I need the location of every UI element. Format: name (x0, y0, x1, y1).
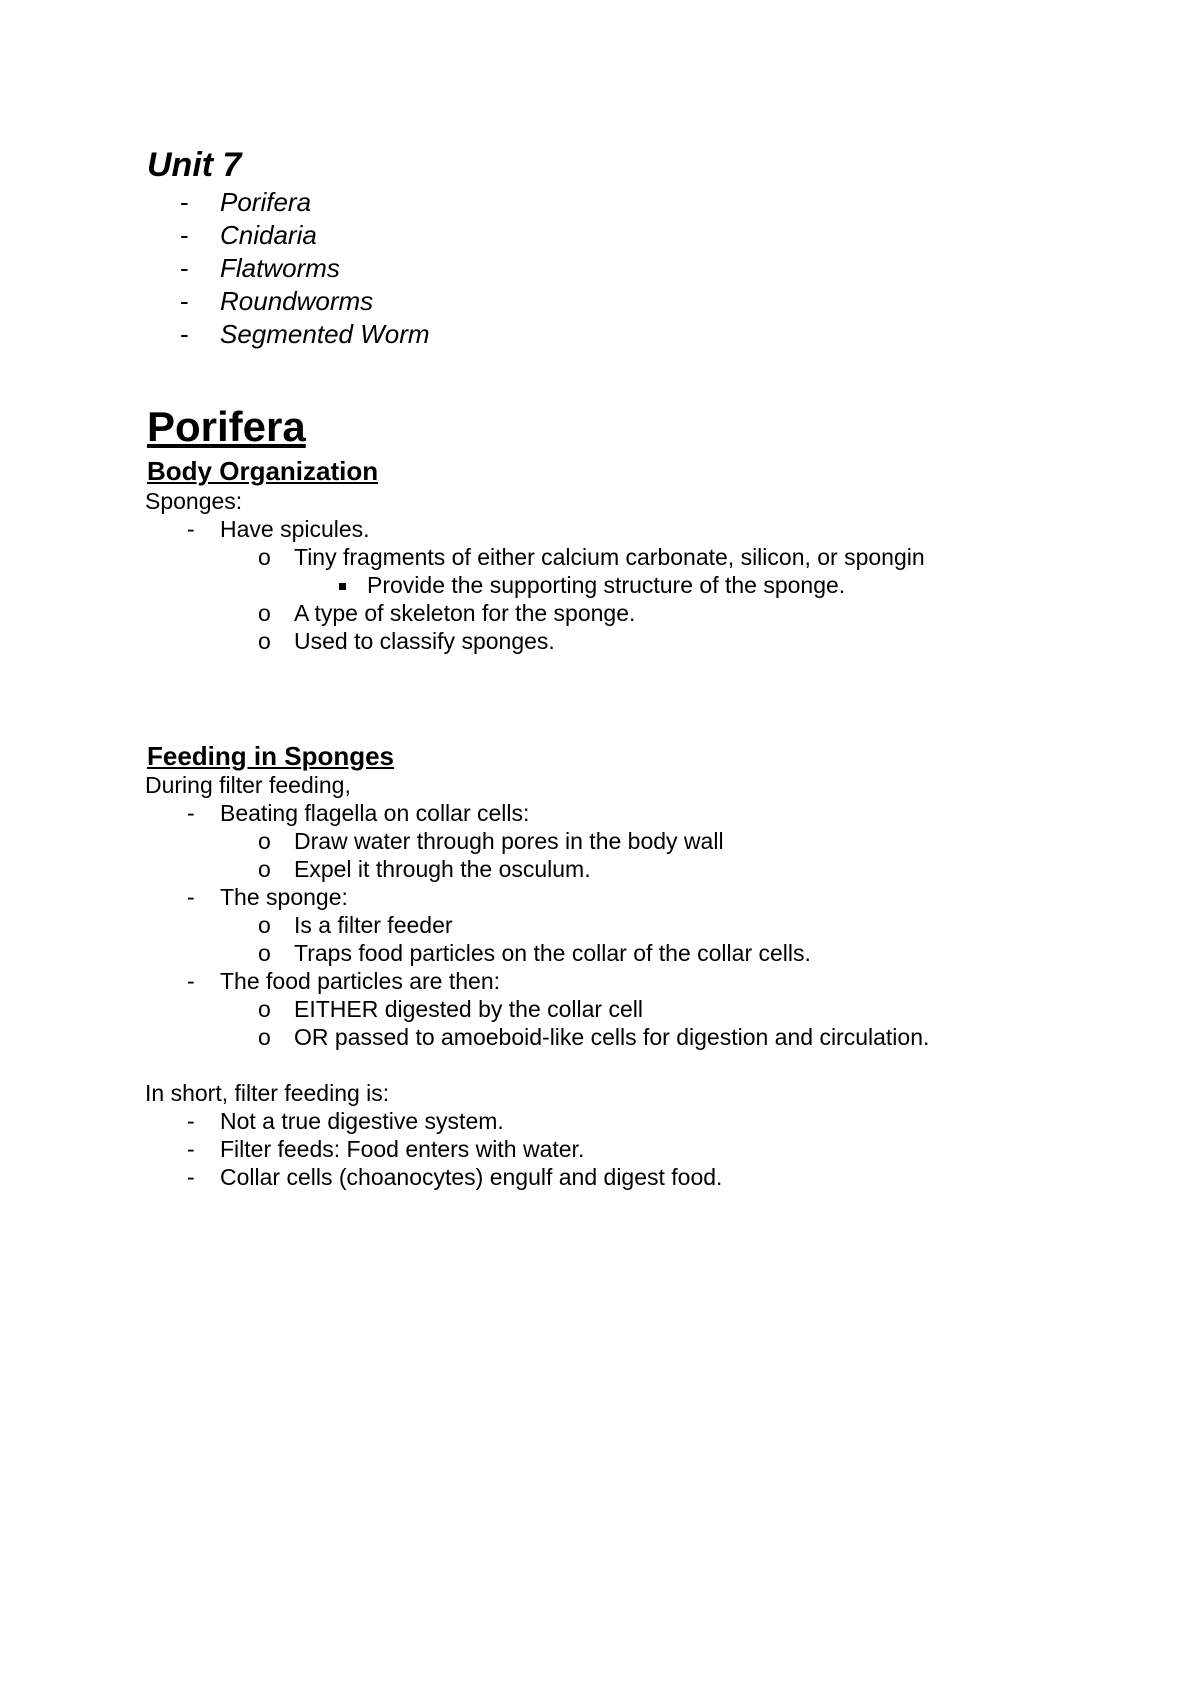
unit-topic-label: Porifera (220, 187, 312, 217)
circle-bullet: o (258, 996, 271, 1022)
unit-topic-label: Flatworms (220, 253, 340, 283)
unit-topic-label: Cnidaria (220, 220, 317, 250)
feeding-sub-bullet: Traps food particles on the collar of the collar cells. (294, 940, 811, 966)
feeding-heading: Feeding in Sponges (147, 741, 395, 771)
feeding-bullet: The sponge: (220, 884, 348, 910)
dash-bullet: - (187, 1164, 195, 1190)
circle-bullet: o (258, 940, 271, 966)
body-org-sub-bullet: Tiny fragments of either calcium carbonate, silicon, or spongin (294, 544, 925, 570)
square-bullet (339, 583, 346, 590)
dash-bullet: - (187, 800, 195, 826)
feeding-bullet: Beating flagella on collar cells: (220, 800, 530, 826)
dash-bullet: - (187, 516, 195, 542)
circle-bullet: o (258, 544, 271, 570)
unit-topic-item: - Flatworms (180, 253, 340, 283)
porifera-heading: Porifera (147, 403, 306, 450)
circle-bullet: o (258, 628, 271, 654)
dash-bullet: - (187, 968, 195, 994)
feeding-sub-bullet: EITHER digested by the collar cell (294, 996, 643, 1022)
circle-bullet: o (258, 912, 271, 938)
feeding-sub-bullet: Draw water through pores in the body wall (294, 828, 724, 854)
body-organization-heading: Body Organization (147, 456, 379, 486)
feeding-bullet: The food particles are then: (220, 968, 500, 994)
unit-topic-item: - Segmented Worm (180, 319, 430, 349)
dash-bullet: - (187, 884, 195, 910)
feeding-sub-bullet: Is a filter feeder (294, 912, 453, 938)
summary-intro: In short, filter feeding is: (145, 1080, 390, 1106)
circle-bullet: o (258, 1024, 271, 1050)
dash-bullet: - (187, 1136, 195, 1162)
circle-bullet: o (258, 856, 271, 882)
summary-item: Collar cells (choanocytes) engulf and digest food. (220, 1164, 723, 1190)
unit-topic-list (180, 186, 430, 351)
unit-topic-label: Segmented Worm (220, 319, 430, 349)
unit-topic-item: - Porifera (180, 187, 312, 217)
body-org-sub-bullet: Used to classify sponges. (294, 628, 555, 654)
body-org-intro: Sponges: (145, 488, 243, 514)
body-org-bullet: Have spicules. (220, 516, 370, 542)
dash-bullet: - (187, 1108, 195, 1134)
feeding-sub-bullet: OR passed to amoeboid-like cells for digestion and circulation. (294, 1024, 930, 1050)
feeding-sub-bullet: Expel it through the osculum. (294, 856, 591, 882)
feeding-intro: During filter feeding, (145, 772, 351, 798)
unit-topic-item: - Roundworms (180, 286, 374, 316)
unit-topic-item: - Cnidaria (180, 220, 317, 250)
unit-topic-label: Roundworms (220, 286, 374, 316)
summary-item: Not a true digestive system. (220, 1108, 504, 1134)
unit-title: Unit 7 (147, 146, 242, 184)
body-org-sub-bullet: A type of skeleton for the sponge. (294, 600, 636, 626)
summary-item: Filter feeds: Food enters with water. (220, 1136, 585, 1162)
circle-bullet: o (258, 828, 271, 854)
body-org-subsub-bullet: Provide the supporting structure of the sponge. (367, 572, 846, 598)
circle-bullet: o (258, 600, 271, 626)
